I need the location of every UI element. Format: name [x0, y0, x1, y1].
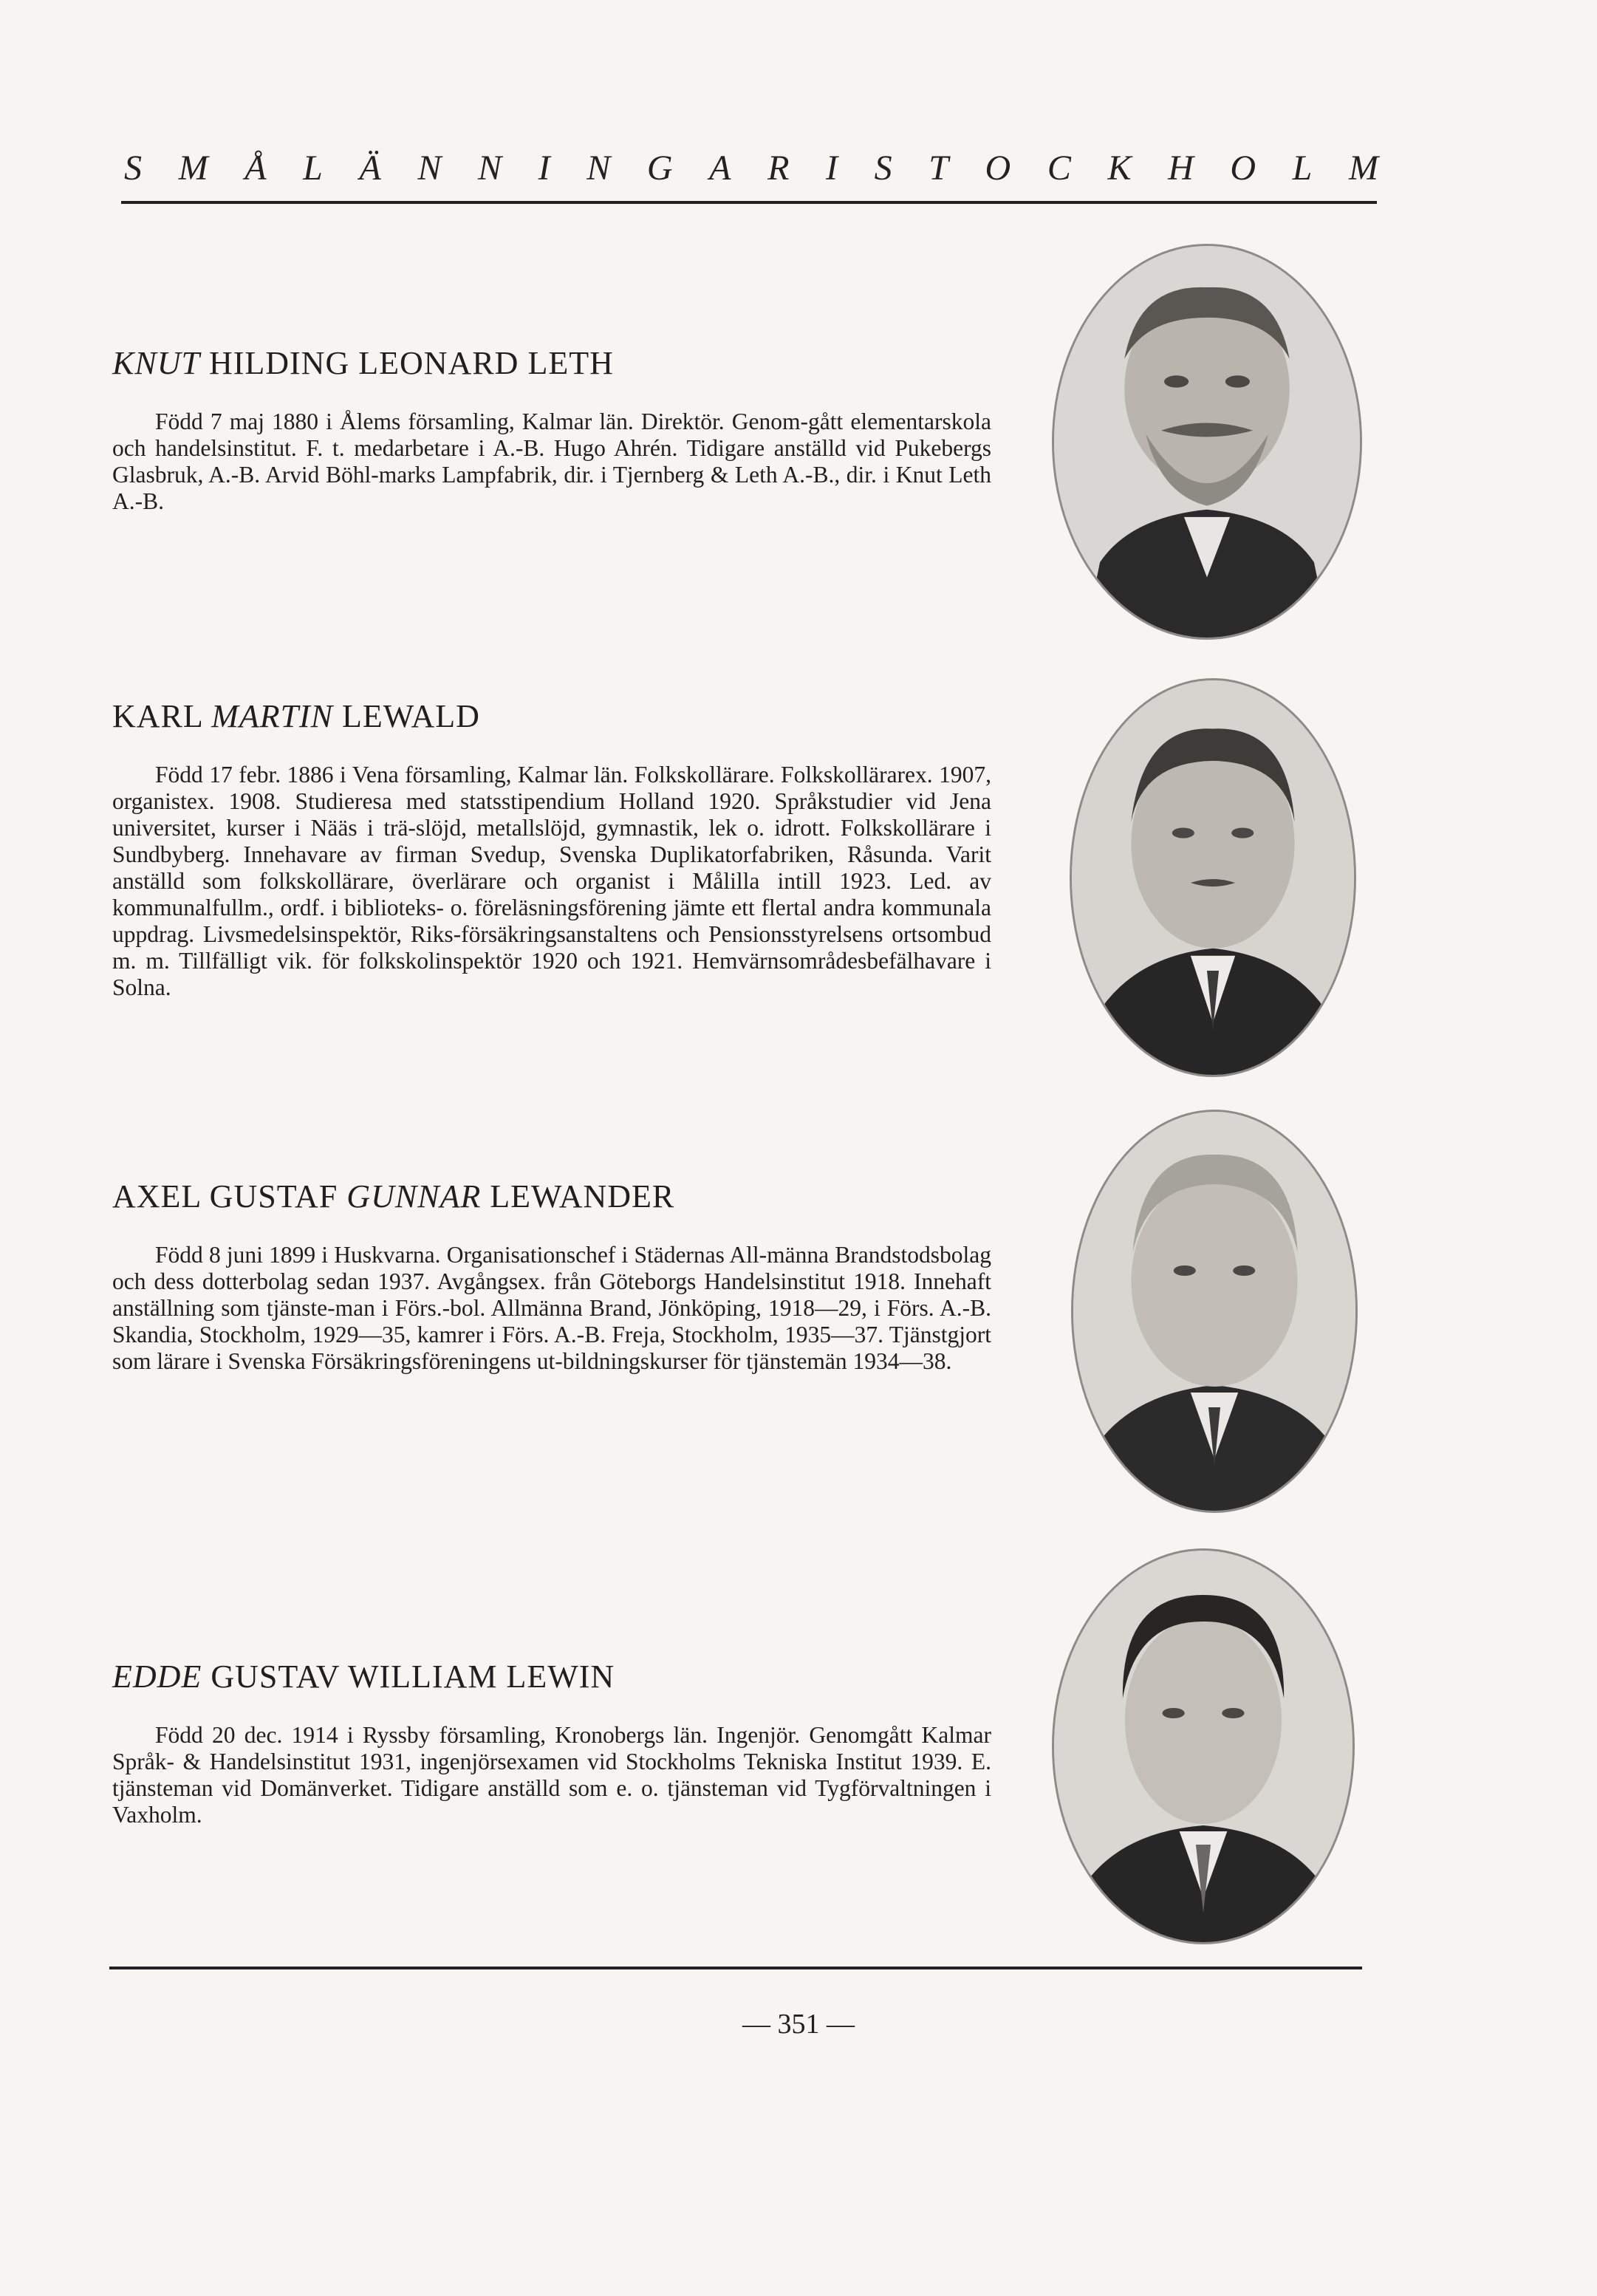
running-head-letter: O	[985, 148, 1013, 188]
running-head-letter: L	[303, 148, 324, 188]
name-given-italic: EDDE	[112, 1658, 202, 1695]
name-given-italic: GUNNAR	[346, 1178, 482, 1214]
running-head-letter: Å	[244, 148, 268, 188]
portrait-lewander	[1071, 1110, 1358, 1513]
entry-bio: Född 20 dec. 1914 i Ryssby församling, Kronobergs län. Ingenjör. Genomgått Kalmar Språk- & Handelsinstitut 1931, ingenjörsexamen vid Stockholms Tekniska Institut 1939. E. tjänsteman vid Domänverket. Tidigare anställd som e. o. tjänsteman vid Tygförvaltningen i Vaxholm.	[112, 1722, 991, 1828]
running-head-letter: R	[767, 148, 791, 188]
entry-name	[112, 697, 991, 735]
running-head-letter: S	[124, 148, 143, 188]
entry-lewander	[112, 1178, 991, 1375]
entry-bio: Född 7 maj 1880 i Ålems församling, Kalmar län. Direktör. Genom-gått elementarskola och handelsinstitut. F. t. medarbetare i A.-B. Hugo Ahrén. Tidigare anställd vid Pukebergs Glasbruk, A.-B. Arvid Böhl-marks Lampfabrik, dir. i Tjernberg & Leth A.-B., dir. i Knut Leth A.-B.	[112, 409, 991, 514]
top-rule	[121, 201, 1377, 204]
running-head-letter: C	[1047, 148, 1073, 188]
portrait-lewald	[1070, 678, 1356, 1077]
portrait-image	[1073, 1112, 1355, 1511]
entry-name	[112, 344, 991, 382]
name-part: GUSTAV WILLIAM LEWIN	[202, 1658, 615, 1695]
running-head-letter: M	[1348, 148, 1380, 188]
running-head-letter: G	[646, 148, 674, 188]
name-part: LEWALD	[333, 698, 480, 734]
portrait-image	[1054, 246, 1360, 638]
bottom-rule	[109, 1967, 1362, 1969]
running-head-letter: M	[178, 148, 210, 188]
running-head-letter: H	[1168, 148, 1195, 188]
entry-bio: Född 8 juni 1899 i Huskvarna. Organisationschef i Städernas All-männa Brandstodsbolag och dess dotterbolag sedan 1937. Avgångsex. från Göteborgs Handelsinstitut 1918. Innehaft anställning som tjänste-man i Förs.-bol. Allmänna Brand, Jönköping, 1918—29, i Förs. A.-B. Skandia, Stockholm, 1929—35, kamrer i Förs. A.-B. Freja, Stockholm, 1935—37. Tjänstgjort som lärare i Svenska Försäkringsföreningens ut-bildningskurser för tjänstemän 1934—38.	[112, 1242, 991, 1374]
running-head-letter: N	[587, 148, 612, 188]
running-head-letter: A	[709, 148, 733, 188]
name-part: LEWANDER	[481, 1178, 675, 1214]
entry-name	[112, 1658, 991, 1695]
running-head-letter: I	[826, 148, 839, 188]
running-head-letter: L	[1292, 148, 1314, 188]
entry-bio: Född 17 febr. 1886 i Vena församling, Kalmar län. Folkskollärare. Folkskollärarex. 1907, organistex. 1908. Studieresa med statsstipendium Holland 1920. Språkstudier vid Jena universitet, kurser i Nääs i trä-slöjd, metallslöjd, gymnastik, lek o. idrott. Folkskollärare i Sundbyberg. Innehavare av firman Svedup, Svenska Duplikatorfabriken, Råsunda. Varit anställd som folkskollärare, överlärare och organist i Målilla intill 1923. Led. av kommunalfullm., ordf. i biblioteks- o. föreläsningsförening jämte ett flertal andra kommunala uppdrag. Livsmedelsinspektör, Riks-försäkringsanstaltens och Pensionsstyrelsens ortsombud m. m. Tillfälligt vik. för folkskolinspektör 1920 och 1921. Hemvärnsområdesbefälhavare i Solna.	[112, 762, 991, 1000]
portrait-image	[1072, 680, 1354, 1075]
entry-name	[112, 1178, 991, 1215]
page-number: — 351 —	[742, 2009, 855, 2040]
entry-lewin	[112, 1658, 991, 1828]
portrait-image	[1054, 1551, 1353, 1942]
name-part: KARL	[112, 698, 212, 734]
running-head-letter: N	[417, 148, 443, 188]
name-given-italic: MARTIN	[211, 698, 334, 734]
name-part: AXEL GUSTAF	[112, 1178, 347, 1214]
running-head-letter: Ä	[359, 148, 383, 188]
running-head	[124, 148, 1380, 188]
name-given-italic: KNUT	[112, 345, 200, 381]
running-head-letter: K	[1107, 148, 1133, 188]
running-head-letter: S	[874, 148, 894, 188]
portrait-leth	[1052, 244, 1362, 640]
entry-leth	[112, 344, 991, 515]
name-part: HILDING LEONARD LETH	[199, 345, 614, 381]
running-head-letter: T	[929, 148, 950, 188]
portrait-lewin	[1052, 1548, 1355, 1944]
entry-lewald	[112, 697, 991, 1001]
running-head-letter: I	[538, 148, 552, 188]
running-head-letter: O	[1230, 148, 1258, 188]
running-head-letter: N	[478, 148, 504, 188]
